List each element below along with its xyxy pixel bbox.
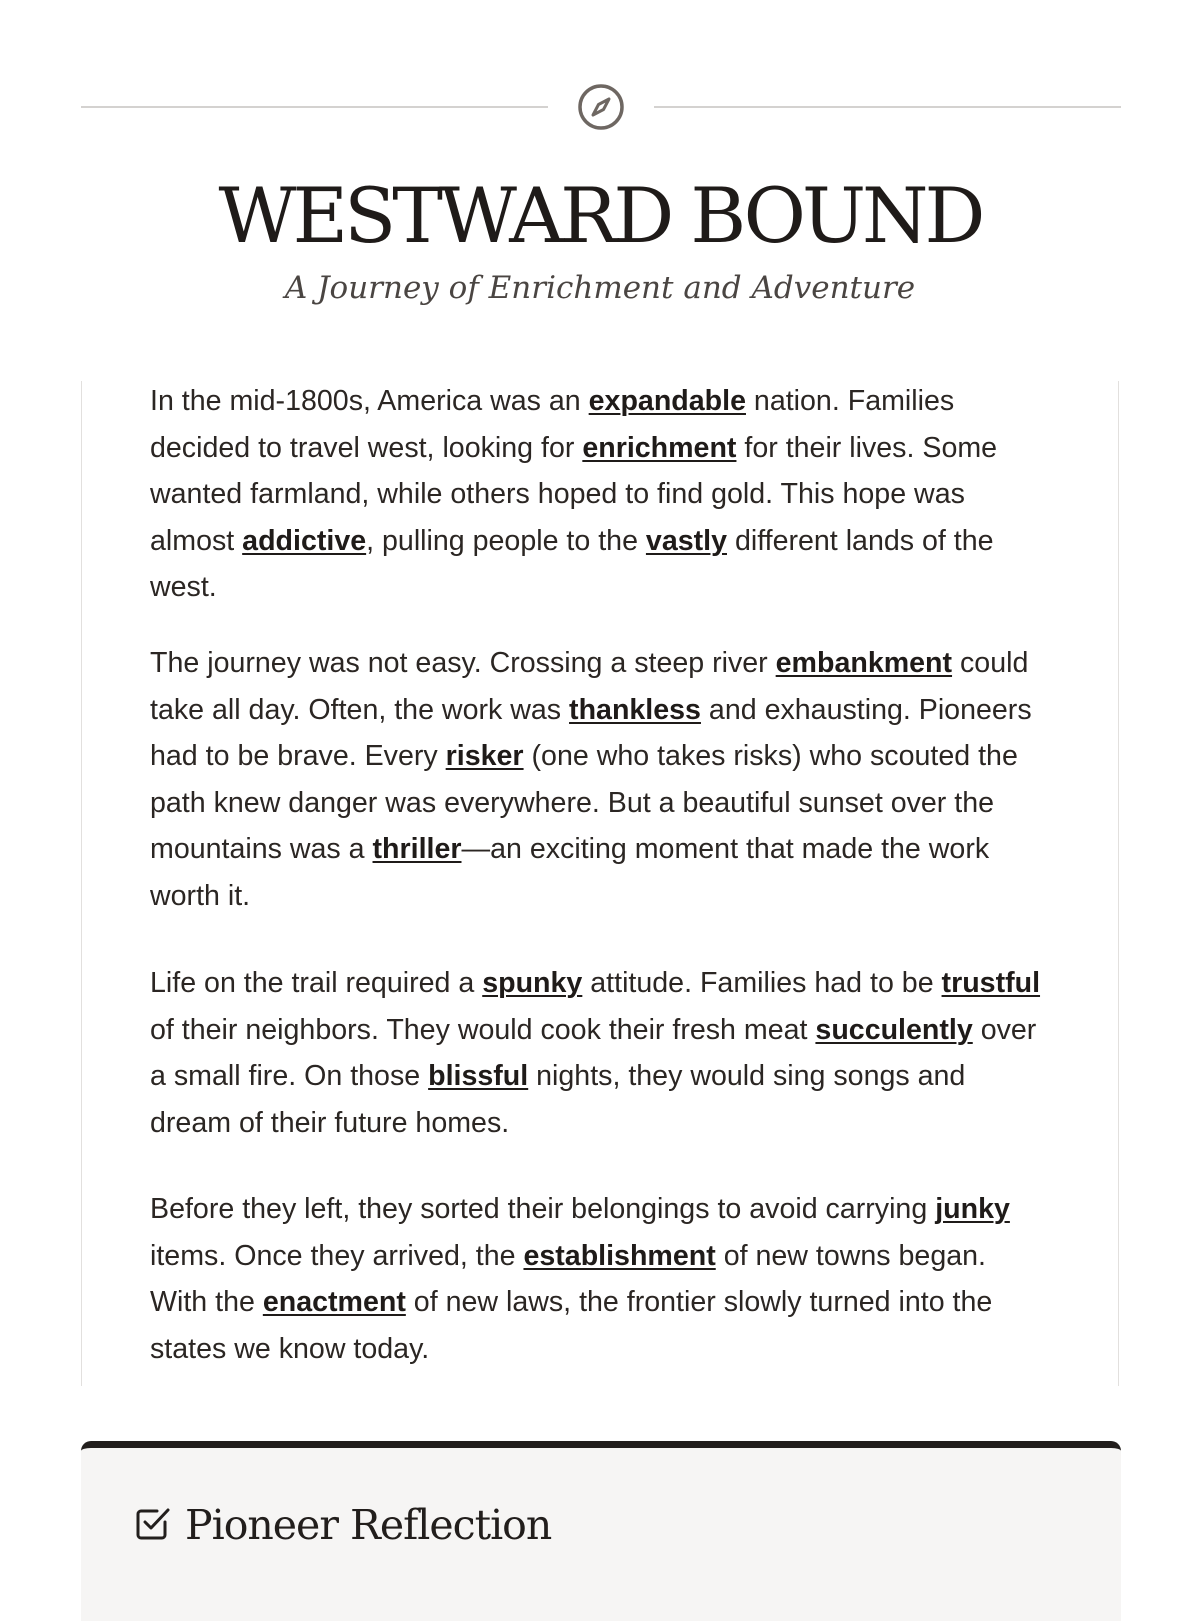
vocab-word-trustful: trustful: [941, 967, 1041, 999]
vocab-word-enactment: enactment: [262, 1286, 406, 1318]
vocab-word-thriller: thriller: [372, 833, 462, 865]
ornament-rule-right: [654, 106, 1121, 108]
header-ornament: [81, 82, 1121, 132]
story-paragraph-3: Life on the trail required a spunky attitude. Families had to be trustful of their neighbors. They would cook their fresh meat succulently over a small fire. On those blissful nights, they would sing songs and dream of their future homes.: [150, 967, 1041, 1139]
compass-icon: [548, 82, 654, 132]
ornament-rule-left: [81, 106, 548, 108]
page-subtitle: A Journey of Enrichment and Adventure: [284, 270, 916, 306]
reflection-title: Pioneer Reflection: [185, 1501, 552, 1549]
vocab-word-thankless: thankless: [569, 693, 701, 726]
checkbox-checked-icon: [135, 1505, 171, 1545]
vocab-word-spunky: spunky: [482, 967, 583, 999]
story-paragraph-4: Before they left, they sorted their belongings to avoid carrying junky items. Once they arrived, the establishment of new towns began. With the enactment of new laws, the frontier slowly turned into the states we know today.: [150, 1193, 1010, 1365]
reflection-header: [135, 1498, 551, 1552]
vocab-word-expandable: expandable: [588, 385, 746, 417]
story-paragraph-2: The journey was not easy. Crossing a steep river embankment could take all day. Often, the work was thankless and exhausting. Pioneers had to be brave. Every risker (one who takes risks) who scouted the path knew danger was everywhere. But a beautiful sunset over the mountains was a thriller—an exciting moment that made the work worth it.: [150, 647, 1032, 912]
story-paragraph-1: In the mid-1800s, America was an expandable nation. Families decided to travel west, looking for enrichment for their lives. Some wanted farmland, while others hoped to find gold. This hope was almost addictive, pulling people to the vastly different lands of the west.: [150, 385, 998, 603]
page-title: WESTWARD BOUND: [218, 171, 982, 260]
story-panel: [81, 381, 1119, 1386]
vocab-word-junky: junky: [935, 1193, 1010, 1225]
vocab-word-addictive: addictive: [242, 524, 367, 557]
vocab-word-enrichment: enrichment: [582, 431, 737, 464]
vocab-word-vastly: vastly: [645, 524, 727, 557]
reflection-card: [81, 1441, 1121, 1621]
vocab-word-establishment: establishment: [523, 1239, 716, 1272]
vocab-word-embankment: embankment: [775, 647, 953, 679]
vocab-word-blissful: blissful: [428, 1060, 529, 1092]
vocab-word-risker: risker: [445, 740, 524, 772]
vocab-word-succulently: succulently: [815, 1013, 973, 1046]
